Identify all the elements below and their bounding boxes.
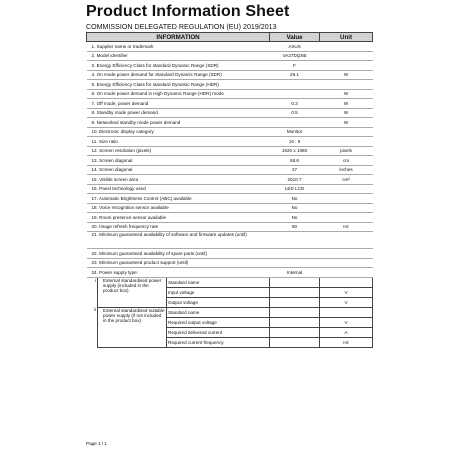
- row-value: 68.6: [270, 156, 320, 166]
- row-label: 10. Electronic display category: [87, 127, 270, 137]
- row-label: 22. Minimum guaranteed availability of spare parts (until): [87, 249, 270, 259]
- row-unit: [320, 42, 373, 52]
- table-row: [87, 51, 373, 61]
- power-supply-value: [270, 277, 320, 287]
- row-unit: [320, 184, 373, 194]
- row-value: 2010.7: [270, 175, 320, 185]
- row-label: 7. Off mode, power demand: [87, 99, 270, 109]
- row-label: 16. Panel technology used: [87, 184, 270, 194]
- row-value: No: [270, 194, 320, 204]
- row-value: [270, 258, 320, 268]
- table-row: [87, 70, 373, 80]
- header-unit: Unit: [320, 33, 373, 42]
- row-label: 6. On mode power demand in High Dynamic Range (HDR) mode: [87, 89, 270, 99]
- power-supply-value: [270, 327, 320, 337]
- row-unit: [320, 268, 373, 278]
- power-supply-value: [270, 317, 320, 327]
- power-supply-label: Standard name: [167, 277, 270, 287]
- row-value: [270, 89, 320, 99]
- table-row: [87, 127, 373, 137]
- row-value: No: [270, 213, 320, 223]
- table-row: [87, 194, 373, 204]
- table-row: [87, 137, 373, 147]
- row-unit: [320, 51, 373, 61]
- power-supply-value: [270, 297, 320, 307]
- row-value: [270, 232, 320, 249]
- row-value: [270, 249, 320, 259]
- row-label: 15. Visible screen area: [87, 175, 270, 185]
- row-unit: [320, 213, 373, 223]
- power-supply-unit: Hz: [320, 337, 373, 347]
- row-unit: [320, 258, 373, 268]
- row-value: 0.5: [270, 108, 320, 118]
- power-supply-unit: V: [320, 297, 373, 307]
- row-value: LED LCD: [270, 184, 320, 194]
- row-label: 18. Voice recognition sensor available: [87, 203, 270, 213]
- power-supply-label: Required delivered current: [167, 327, 270, 337]
- table-row: [87, 61, 373, 71]
- table-row: [87, 203, 373, 213]
- table-row: [87, 118, 373, 128]
- power-supply-unit: V: [320, 287, 373, 297]
- row-label: 5. Energy Efficiency Class for standard Dynamic Range (HDR): [87, 80, 270, 90]
- row-unit: [320, 61, 373, 71]
- row-unit: Hz: [320, 222, 373, 232]
- row-value: [270, 80, 320, 90]
- power-supply-description: External standardised suitable power supply (if not included in the product box): [98, 307, 167, 347]
- row-label: 12. Screen resolution (pixels): [87, 146, 270, 156]
- power-supply-label: Required current frequency: [167, 337, 270, 347]
- row-unit: cm²: [320, 175, 373, 185]
- table-row: [87, 89, 373, 99]
- table-row: [87, 232, 373, 249]
- table-row: [87, 175, 373, 185]
- row-label: 21. Minimum guaranteed availability of software and firmware updates (until): [87, 232, 270, 249]
- row-value: No: [270, 203, 320, 213]
- row-value: 0.3: [270, 99, 320, 109]
- power-supply-label: Required output voltage: [167, 317, 270, 327]
- row-label: 19. Room presence sensor available: [87, 213, 270, 223]
- table-row: [87, 108, 373, 118]
- power-supply-marker: ii: [93, 307, 96, 312]
- row-label: 1. Supplier name or trademark: [87, 42, 270, 52]
- table-row: [87, 258, 373, 268]
- table-row: [87, 249, 373, 259]
- header-value: Value: [270, 33, 320, 42]
- row-value: 60: [270, 222, 320, 232]
- power-supply-value: [270, 307, 320, 317]
- power-supply-unit: A: [320, 327, 373, 337]
- power-supply-unit: [320, 277, 373, 287]
- power-supply-row: [87, 277, 373, 287]
- row-value: VA27DQSB: [270, 51, 320, 61]
- row-label: 23. Minimum guaranteed product support (until): [87, 258, 270, 268]
- row-unit: inches: [320, 165, 373, 175]
- power-supply-row: [87, 307, 373, 317]
- row-label: 14. Screen diagonal: [87, 165, 270, 175]
- table-row: [87, 42, 373, 52]
- row-unit: [320, 137, 373, 147]
- row-value: 27: [270, 165, 320, 175]
- row-value: F: [270, 61, 320, 71]
- table-row: [87, 146, 373, 156]
- row-unit: W: [320, 89, 373, 99]
- table-row: [87, 222, 373, 232]
- information-table: [86, 32, 373, 348]
- row-value: 16 : 9: [270, 137, 320, 147]
- row-label: 24. Power supply type:: [87, 268, 270, 278]
- row-value: 26.1: [270, 70, 320, 80]
- row-unit: W: [320, 118, 373, 128]
- row-unit: [320, 249, 373, 259]
- power-supply-description: External standardised power supply (included in the product box): [98, 277, 167, 307]
- table-row: [87, 99, 373, 109]
- page-footer: Page 1 / 1: [86, 441, 107, 446]
- power-supply-label: Standard name: [167, 307, 270, 317]
- row-label: 11. Size ratio: [87, 137, 270, 147]
- row-unit: W: [320, 108, 373, 118]
- power-supply-value: [270, 287, 320, 297]
- row-value: ASUS: [270, 42, 320, 52]
- row-label: 2. Model identifier: [87, 51, 270, 61]
- row-value: Monitor: [270, 127, 320, 137]
- table-row: [87, 184, 373, 194]
- row-unit: pixels: [320, 146, 373, 156]
- power-supply-unit: [320, 307, 373, 317]
- row-unit: [320, 80, 373, 90]
- power-supply-label: Input voltage: [167, 287, 270, 297]
- regulation-subtitle: COMMISSION DELEGATED REGULATION (EU) 2019/2013: [86, 23, 277, 31]
- row-unit: [320, 203, 373, 213]
- power-supply-label: Output voltage: [167, 297, 270, 307]
- row-label: 13. Screen diagonal: [87, 156, 270, 166]
- power-supply-marker: i: [94, 277, 96, 283]
- row-label: 9. Networked standby mode power demand: [87, 118, 270, 128]
- row-unit: [320, 232, 373, 249]
- row-label: 4. On mode power demand for Standard Dynamic Range (SDR): [87, 70, 270, 80]
- row-unit: W: [320, 70, 373, 80]
- table-row: [87, 268, 373, 278]
- row-unit: cm: [320, 156, 373, 166]
- row-label: 8. Standby mode power demand: [87, 108, 270, 118]
- row-value: Internal: [270, 268, 320, 278]
- row-value: [270, 118, 320, 128]
- row-unit: [320, 127, 373, 137]
- table-row: [87, 213, 373, 223]
- table-header-row: [87, 33, 373, 42]
- power-supply-value: [270, 337, 320, 347]
- row-value: 1920 x 1080: [270, 146, 320, 156]
- power-supply-unit: V: [320, 317, 373, 327]
- header-information: INFORMATION: [87, 33, 270, 42]
- row-unit: [320, 194, 373, 204]
- table-row: [87, 156, 373, 166]
- page-title: Product Information Sheet: [86, 3, 290, 20]
- row-label: 20. Image refresh frequency rate: [87, 222, 270, 232]
- row-unit: W: [320, 99, 373, 109]
- table-row: [87, 165, 373, 175]
- row-label: 17. Automatic Brightness Control (ABC) available: [87, 194, 270, 204]
- table-row: [87, 80, 373, 90]
- row-label: 3. Energy Efficiency Class for standard Dynamic Range (SDR): [87, 61, 270, 71]
